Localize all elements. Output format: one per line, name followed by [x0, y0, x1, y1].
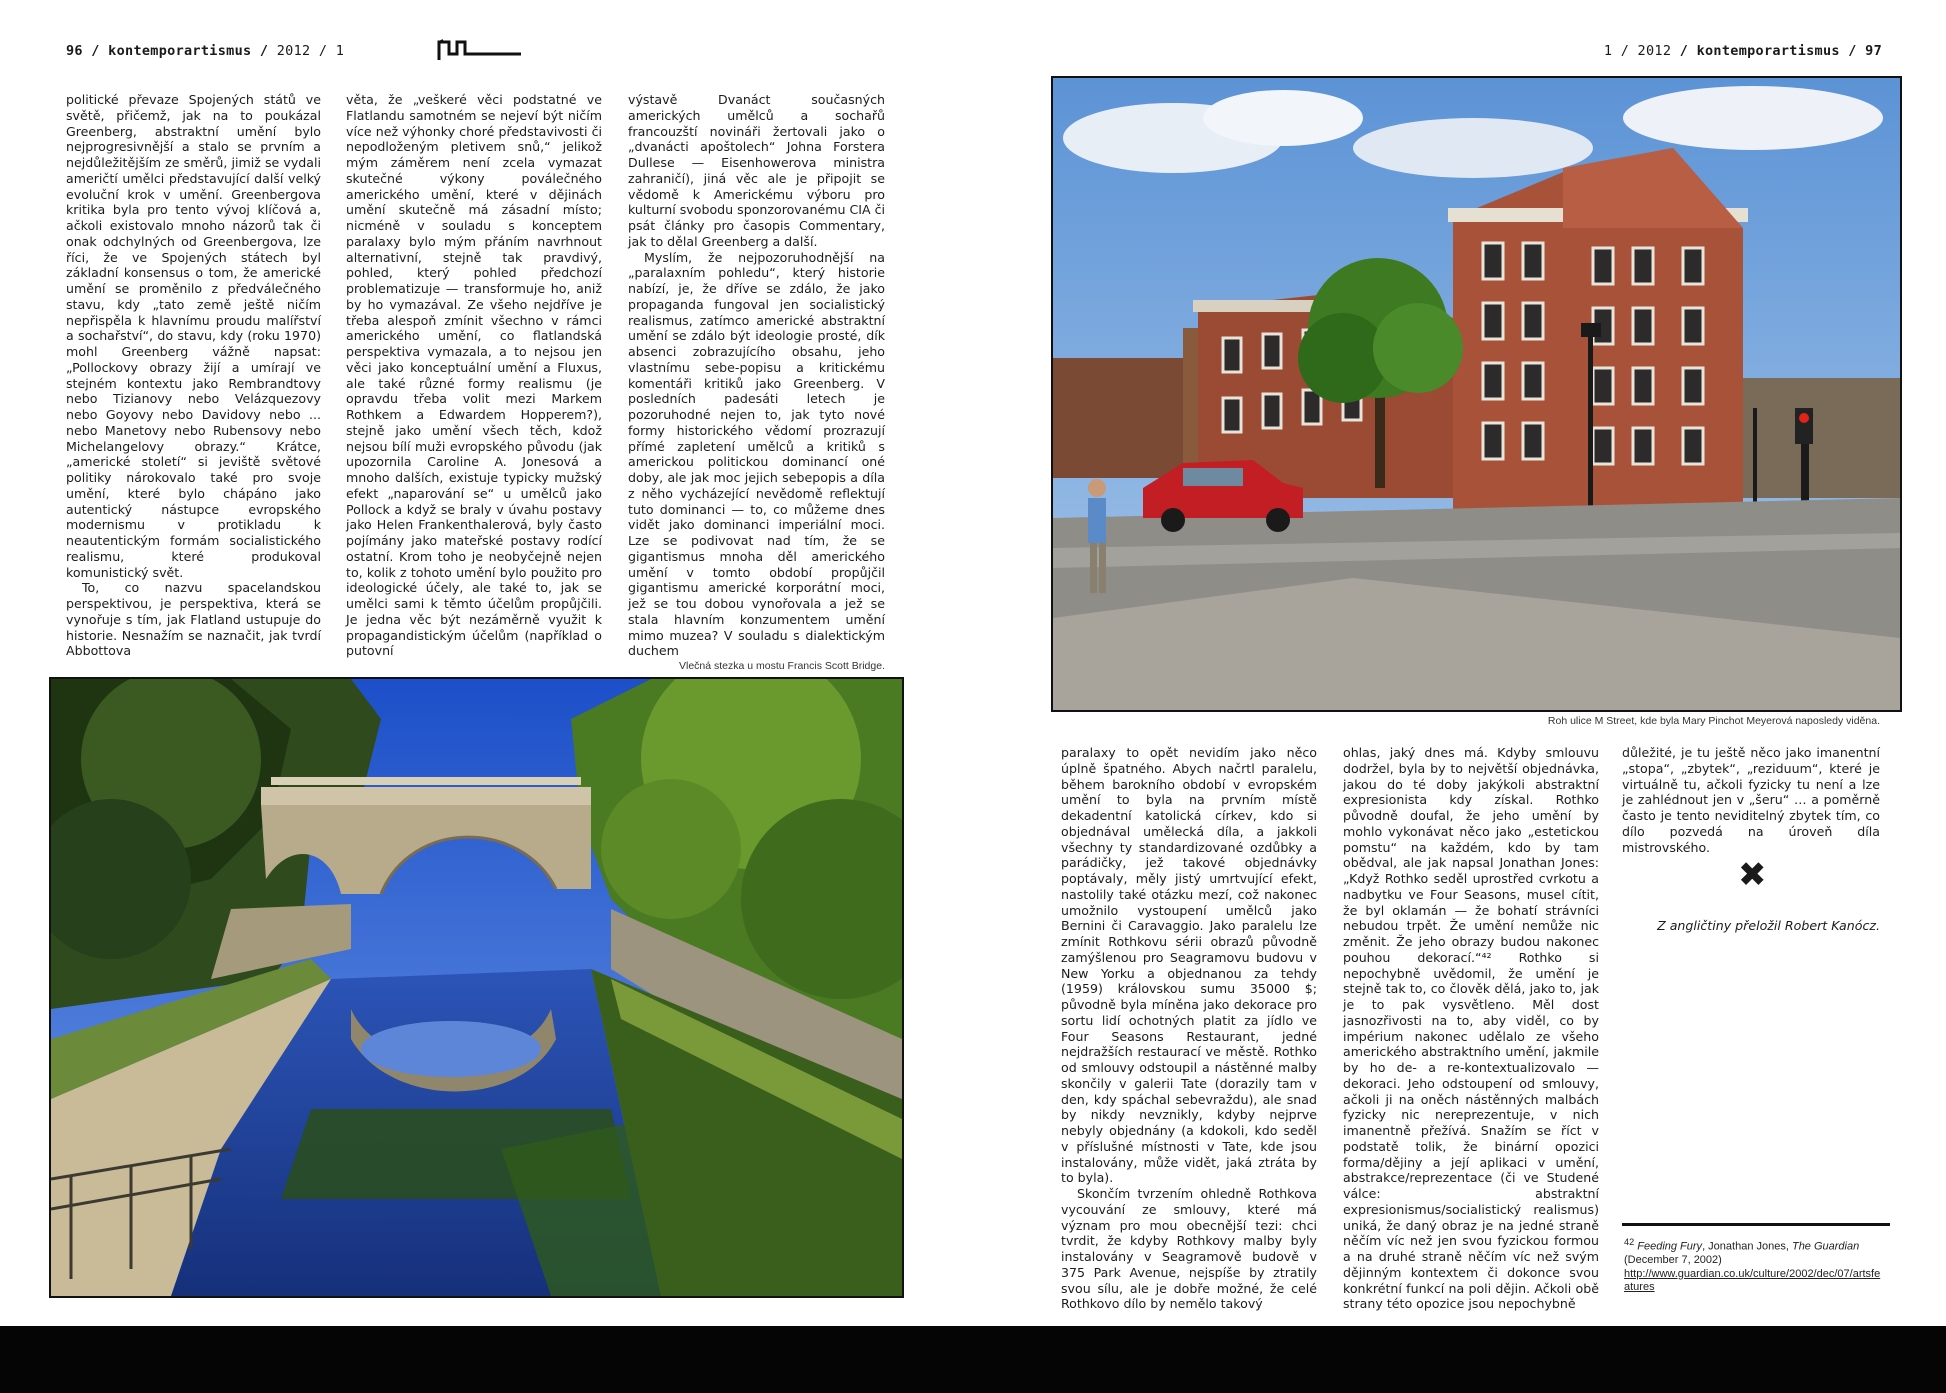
footnote-title: Feeding Fury — [1637, 1240, 1703, 1253]
text-column-2 — [346, 92, 602, 659]
footnote-rule — [1622, 1223, 1890, 1226]
text-column-6 — [1622, 745, 1880, 855]
paragraph: důležité, je tu ještě něco jako imanentní „stopa“, „zbytek“, „reziduum“, které je virtuálně tu, ačkoli fyzicky tu není a lze je zahlédnout jen v „šeru“ … a poměrně často je tento neviditelný zbytek tím, co dílo pozvedá na úroveň díla mistrovského. — [1622, 745, 1880, 855]
text-column-3 — [628, 92, 885, 659]
paragraph: věta, že „veškeré věci podstatné ve Flatlandu samotném se nejeví být ničím více než výhonky choré představivosti či nepodloženým pletivem snů,“ jelikož mým záměrem není zcela vymazat skutečné výkony poválečného amerického umění, které v dějinách umění skutečně má zásadní místo; nicméně v souladu s konceptem paralaxy bylo mým přáním navrhnout alternativní, stejně tak pravdivý, pohled, který pohled předchozí problematizuje — transformuje ho, aniž by ho vymazával. Ze všeho nejdříve je třeba alespoň zmínit všechno v rámci amerického umění, co flatlandská perspektiva vymazala, a to nejsou jen věci jako konceptuální umění a Fluxus, ale také různé formy realismu (je opravdu třeba volit mezi Markem Rothkem a Edwardem Hopperem?), stejně jako umění všech těch, kdož nejsou bílí muži evropského původu (jak upozornila Caroline A. Jonesová a mnoho dalších, existuje typicky mužský efekt „naparování se“ u umělců jako Pollock a když se braly v úvahu postavy jako Helen Frankenthalerová, byly často pojímány jako mateřské postavy rodící ostatní. Krom toho je neobyčejně nejen to, kolik z tohoto umění bylo použito pro ideologické účely, ale také to, jak se umělci sami k těmto účelům propůjčili. Je jedna věc být nezáměrně využit k propagandistickým účelům (například o putovní — [346, 92, 602, 659]
paragraph: To, co nazvu spacelandskou perspektivou, je perspektiva, která se vynořuje s tím, jak Flatland ustupuje do historie. Nesnažím se naznačit, jak tvrdí Abbottova — [66, 580, 321, 659]
footnote-number: 42 — [1624, 1237, 1635, 1247]
paragraph: ohlas, jaký dnes má. Kdyby smlouvu dodržel, byla by to největší objednávka, jakou do té doby jakýkoli abstraktní expresionista kdy získal. Rothko původně doufal, že jeho umění by mohlo vykonávat něco jako „estetickou pomstu“ na každém, kdo by tam obědval, ale jak napsal Jonathan Jones: „Když Rothko seděl uprostřed cvrkotu a nadbytku ve Four Seasons, musel cítit, že byl oklamán — že bohatí strávníci nebudou trpět. Že umění nemůže nic změnit. Že jeho obrazy budou nakonec pouhou dekorací.“⁴² Rothko si nepochybně uvědomil, že umění je stejně tak to, co člověk dělá, jako to, jak je to pak vysvětleno. Měl dost jasnozřivosti na to, aby viděl, co by impérium nakonec udělalo ze všeho amerického abstraktního umění, jakmile by ho de- a re-kontextualizovalo — dekoraci. Jeho odstoupení od smlouvy, ačkoli ji na oněch nástěnných malbách fyzicky nic nereprezentuje, v nich imanentně přežívá. Snažím se říct v podstatě tolik, že binární opozici forma/dějiny a její aplikaci v umění, abstrakce/reprezentace (či ve Studené válce: abstraktní expresionismus/socialistický realismus) uniká, že daný obraz je na jedné straně něčím víc než jen svou fyzickou formou a na druhé straně něčím víc než svým dějinným kontextem či dokonce svou konkrétní funkcí na poli dějin. Ačkoli obě strany této opozice jsou nepochybně — [1343, 745, 1599, 1312]
paragraph: Myslím, že nejpozoruhodnější na „paralaxním pohledu“, který historie nabízí, je, že dříve se zdálo, že jako propaganda fungoval jen socialistický realismus, zatímco americké abstraktní umění se zdálo být ideologie prosté, dík absenci zobrazujícího obsahu, jeho vlastnímu sebe-popisu a kritickému komentáři kritiků jako Greenberg. V posledních padesáti letech je pozoruhodné nejen to, jak tyto nové formy historického vědomí prozrazují přímé zapletení umělců a kritiků s americkou politickou dominancí oné doby, ale jak moc jejich sebepopis a díla z něho vycházející nevědomě reflektují tuto dominanci — to, co můžeme dnes vidět jako dominanci imperiální moci. Lze se podivovat nad tím, že se gigantismus mnoha děl amerického umění v tomto období propůjčil gigantismu americké korporátní moci, jež se tou dobou vynořovala a jež se stala hlavním konzumentem umění mimo muzea? V souladu s dialektickým duchem — [628, 249, 885, 659]
page-number-left: 96 — [66, 43, 83, 59]
paragraph: paralaxy to opět nevidím jako něco úplně špatného. Abych načrtl paralelu, během barokního období v evropském umění to byla na prvním místě dekadentní katolická církev, kdo si objednával umělecká díla, a jakkoli všechny ty standardizované ozdůbky a parádičky, jež takové objednávky poptávaly, měly jistý umrtvující efekt, nastolily také otázku mezí, což nakonec umožnilo vystoupení umělců jako Bernini či Caravaggio. Jako paralelu lze zmínit Rothkovu sérii obrazů původně zamýšlenou pro Seagramovu budovu v New Yorku a objednanou za tehdy (1959) královskou sumu 35000 $; původně byla míněna jako dekorace pro sortu lidí ochotných platit za jídlo ve Four Seasons Restaurant, jedné nejdražších restaurací ve městě. Rothko od smlouvy odstoupil a nástěnné malby skončily v galerii Tate (dorazily tam v den, kdy spáchal sebevraždu), ale snad by nikdy nevznikly, kdyby nejprve nebyly objednány (a kdokoli, kdo seděl v příslušné místnosti v Tate, kde jsou instalovány, může vidět, jaká ztráta by to byla). — [1061, 745, 1317, 1186]
paragraph: Skončím tvrzením ohledně Rothkova vycouvání ze smlouvy, které má význam pro mou obecnější tezi: chci tvrdit, že kdyby Rothkovy malby byly instalovány v Seagramově budově v 375 Park Avenue, nejspíše by ztratily svou sílu, ale je dobře možné, že celé Rothkovo dílo by nemělo takový — [1061, 1186, 1317, 1312]
text-column-5 — [1343, 745, 1599, 1312]
footnote: $^{42}$ Feeding Fury, Jonathan Jones, The Guardian (December 7, 2002) http://www.guardian.co.uk/culture/2002/dec/07/artsfeatures — [1624, 1236, 1886, 1295]
text-column-1 — [66, 92, 321, 659]
issue-left: 2012 / 1 — [276, 43, 345, 59]
footnote-source: The Guardian — [1791, 1240, 1860, 1253]
translator-credit: Z angličtiny přeložil Robert Kanócz. — [1657, 918, 1880, 933]
issue-right: 1 / 2012 — [1603, 43, 1672, 59]
header-left: 96 / kontemporartismus / 2012 / 1 — [66, 43, 345, 59]
bottom-band — [0, 1326, 1946, 1393]
m-street-corner-photo — [1051, 76, 1902, 712]
footnote-url[interactable]: http://www.guardian.co.uk/culture/2002/dec/07/artsfeatures — [1624, 1267, 1881, 1294]
magazine-name-right: kontemporartismus — [1696, 43, 1840, 59]
photo-caption-right: Roh ulice M Street, kde byla Mary Pinchot Meyerová naposledy viděna. — [1547, 715, 1880, 727]
page-number-right: 97 — [1865, 43, 1882, 59]
end-mark-icon: ✖ — [1738, 855, 1767, 895]
text-column-4 — [1061, 745, 1317, 1312]
paragraph: výstavě Dvanáct současných amerických umělců a sochařů francouzští novináři žertovali jako o „dvanácti apoštolech“ Johna Forstera Dullese — Eisenhowerova ministra zahraničí), jiná věc ale je připojit se vědomě k Americkému výboru pro kulturní svobodu sponzorovanému CIA či psát články pro časopis Commentary, jak to dělal Greenberg a další. — [628, 92, 886, 249]
canal-bridge-photo — [49, 677, 904, 1298]
magazine-logo — [437, 38, 523, 62]
header-right: 1 / 2012 / kontemporartismus / 97 — [1603, 43, 1882, 59]
photo-caption-left: Vlečná stezka u mostu Francis Scott Bridge. — [678, 660, 885, 672]
magazine-name-left: kontemporartismus — [108, 43, 252, 59]
paragraph: politické převaze Spojených států ve světě, přičemž, jak na to poukázal Greenberg, abstraktní umění bylo nejprogresivnější a stalo se prvním a nejdůležitějším ze směrů, jimiž se vydali američtí umělci představující další velký evoluční krok v umění. Greenbergova kritika byla pro tento vývoj klíčová a, ačkoli existovalo mnoho názorů tak či onak odchylných od Greenbergova, lze říci, že ve Spojených státech byl základní konsensus o tom, že americké umění se proměnilo z předválečného stavu, kdy „tato země ještě ničím nepřispěla k hlavnímu proudu malířství a sochařství“, do stavu, kdy (roku 1970) mohl Greenberg vážně napsat: „Pollockovy obrazy žijí a umírají ve stejném kontextu jako Rembrandtovy nebo Tizianovy nebo Velázquezovy nebo Goyovy nebo Davidovy nebo ... nebo Manetovy nebo Rubensovy nebo Michelangelovy obrazy.“ Krátce, „americké století“ si jeviště světové politiky nárokovalo také pro svoje umění, které bylo chápáno jako autentický nástupce evropského modernismu v protikladu k neautentickým formám socialistického realismu, které produkoval komunistický svět. — [66, 92, 321, 580]
